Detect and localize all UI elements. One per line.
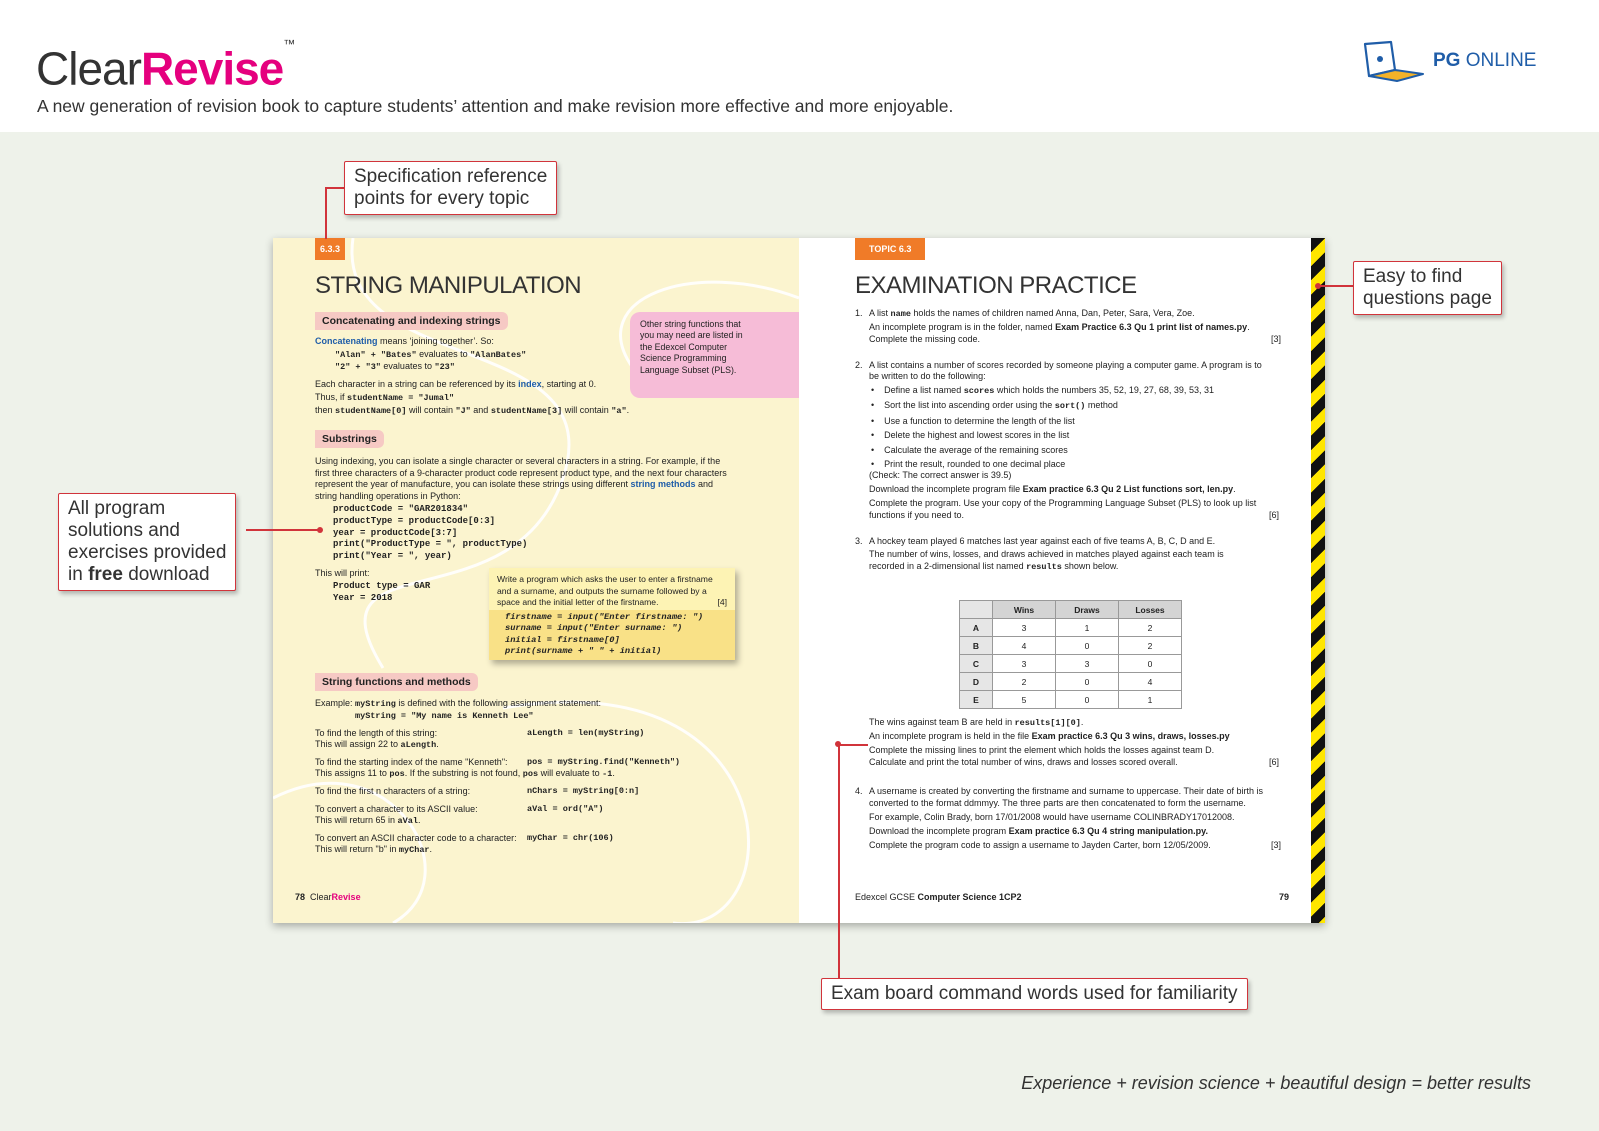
q2-bullet-4: • Delete the highest and lowest scores in the list <box>871 430 1070 441</box>
solutions-connector <box>246 529 322 531</box>
q1-l2-bold: Exam Practice 6.3 Qu 1 print list of names.py <box>1055 322 1248 332</box>
q2-dl-bold: Exam practice 6.3 Qu 2 List functions sort, len.py <box>1022 484 1234 494</box>
index-text <box>315 379 596 391</box>
table-row <box>960 691 1182 709</box>
subheading-string-functions: String functions and methods <box>315 673 478 691</box>
q2-number: 2. <box>855 360 863 370</box>
q2-bullets <box>871 383 1214 471</box>
table-cell: 0 <box>1056 691 1119 709</box>
table-cell: A <box>960 619 993 637</box>
table-cell: 0 <box>1056 637 1119 655</box>
exercise-mark: [4] <box>717 597 727 607</box>
substrings-line-3-text: represent the year of manufacture, you can isolate these strings using different <box>315 479 629 489</box>
table-header-cell: Losses <box>1119 601 1182 619</box>
q3-l3-pre: recorded in a 2-dimensional list named <box>869 561 1027 571</box>
index-pre: Each character in a string can be referenced by its <box>315 379 519 389</box>
q2-b2-post: method <box>1085 400 1118 411</box>
callout-solutions <box>58 493 236 591</box>
subheading-substrings: Substrings <box>315 430 384 448</box>
q2-bullet-2: • Sort the list into ascending order using the sort() method <box>871 400 1118 412</box>
footer-revise: Revise <box>331 892 361 902</box>
q3-mark: [6] <box>1269 757 1280 767</box>
q1-line-1 <box>869 308 1195 321</box>
table-row <box>960 637 1182 655</box>
right-footer <box>855 892 1022 902</box>
pos-tail: will evaluate to <box>538 768 603 778</box>
example-post: is defined with the following assignment statement: <box>395 698 601 708</box>
pos-tail-val: -1 <box>602 769 613 779</box>
footer-clear: Clear <box>310 892 332 902</box>
func-length-note-pre: This will assign 22 to <box>315 739 401 749</box>
pg-online-logo <box>1361 40 1537 84</box>
thus-text <box>315 392 454 405</box>
book-spread <box>273 238 1325 923</box>
example-assign-code: myString = "My name is Kenneth Lee" <box>355 711 534 721</box>
concat-rest: means ‘joining together’. So: <box>377 336 494 346</box>
solutions-connector-dot <box>317 527 323 533</box>
q1-l2-post: . <box>1247 322 1250 332</box>
concat-ex1-b: "AlanBates" <box>470 350 527 360</box>
q3-w-post: . <box>1080 717 1084 727</box>
func-ord-note-post: . <box>417 815 421 825</box>
concat-ex2-mid: evaluates to <box>380 361 435 371</box>
spec-connector-horizontal <box>325 187 345 189</box>
footer-bold: Computer Science 1CP2 <box>917 892 1022 902</box>
q2-dl-pre: Download the incomplete program file <box>869 484 1023 494</box>
string-methods-link: string methods <box>630 479 696 489</box>
concat-ex1-mid: evaluates to <box>416 349 471 359</box>
q2-b2-code: sort() <box>1054 401 1086 412</box>
left-footer <box>295 892 361 902</box>
spec-connector-vertical <box>325 187 327 239</box>
q3-incomplete <box>869 731 1230 743</box>
q4-number: 4. <box>855 786 863 796</box>
table-cell: C <box>960 655 993 673</box>
pos-tail-end: . <box>612 768 615 778</box>
table-cell: 1 <box>1119 691 1182 709</box>
table-row <box>960 655 1182 673</box>
thus-code: studentName = "Jumal" <box>347 393 455 403</box>
table-cell: B <box>960 637 993 655</box>
q3-l3-code: results <box>1026 562 1062 572</box>
command-connector-dot <box>835 741 841 747</box>
logo-clear: Clear <box>36 42 141 95</box>
substrings-line-4: string handling operations in Python: <box>315 490 461 501</box>
q2-bullet-5: • Calculate the average of the remaining scores <box>871 444 1068 455</box>
publisher-name <box>1433 50 1536 72</box>
q4-dl-pre: Download the incomplete program <box>869 826 1009 836</box>
right-page-number: 79 <box>1279 892 1290 902</box>
results-table <box>959 600 1182 709</box>
q2-b1-code: scores <box>963 386 995 396</box>
q1-l1-post: holds the names of children named Anna, Dan, Peter, Sara, Vera, Zoe. <box>910 308 1195 318</box>
then-pre: then <box>315 405 336 415</box>
q1-number: 1. <box>855 308 863 318</box>
tagline: A new generation of revision book to capture students’ attention and make revision more effective and more enjoyable. <box>37 96 954 116</box>
concat-text <box>315 336 494 348</box>
q1-l2-pre: An incomplete program is in the folder, named <box>869 322 1056 332</box>
q2-b1-post: which holds the numbers 35, 52, 19, 27, 68, 39, 53, 31 <box>994 385 1214 395</box>
then-end: . <box>626 405 630 415</box>
table-cell: 4 <box>993 637 1056 655</box>
func-length-note-post: . <box>436 739 439 749</box>
concat-word: Concatenating <box>315 336 378 346</box>
q2-b4-text: Delete the highest and lowest scores in the list <box>884 430 1070 441</box>
q3-l3-post: shown below. <box>1061 561 1119 571</box>
q3-wins-note <box>869 717 1083 730</box>
func-length-note-code: aLength <box>400 740 437 750</box>
left-page-number: 78 <box>295 892 306 902</box>
q4-line-3: For example, Colin Brady, born 17/01/2008 would have username COLINBRADY17012008. <box>869 812 1235 822</box>
substrings-line-1: Using indexing, you can isolate a single character or several characters in a string. For example, if the <box>315 456 721 466</box>
concat-example-2 <box>335 361 455 374</box>
q2-line-2: be written to do the following: <box>869 371 986 381</box>
exam-practice-title: EXAMINATION PRACTICE <box>855 272 1137 299</box>
then-c4: "a" <box>611 406 627 416</box>
q1-l1-pre: A list <box>869 308 891 318</box>
substrings-and: and <box>695 479 714 489</box>
pls-note <box>630 312 799 398</box>
q2-complete-1: Complete the program. Use your copy of the Programming Language Subset (PLS) to look up list <box>869 498 1257 508</box>
table-cell: 4 <box>1119 673 1182 691</box>
func-ord-note-pre: This will return 65 in <box>315 815 398 825</box>
publisher-online: ONLINE <box>1465 50 1537 71</box>
q2-b5-text: Calculate the average of the remaining scores <box>884 444 1068 455</box>
callout-questions-line-2: questions page <box>1363 288 1492 309</box>
then-mid2: and <box>470 405 491 415</box>
pls-note-text: Other string functions that you may need are listed in the Edexcel Computer Science Programming Language Subset (PLS). <box>640 319 743 375</box>
right-page <box>799 238 1325 923</box>
topic-tag: TOPIC 6.3 <box>855 238 925 260</box>
func-find-note-pre: This assigns 11 to <box>315 768 390 778</box>
q3-line-3 <box>869 561 1118 574</box>
concat-ex2-b: "23" <box>434 362 455 372</box>
product-code-block: productCode = "GAR201834" productType = productCode[0:3] year = productCode[3:7] print("ProductType = ", productType) print("Year = ", year) <box>333 504 528 562</box>
substrings-line-2: first three characters of a 9-character product code represent product type, and the next four characters <box>315 467 727 478</box>
logo-tm: ™ <box>283 37 295 51</box>
q2-line-1: A list contains a number of scores recorded by someone playing a computer game. A program is to <box>869 360 1262 370</box>
table-row <box>960 673 1182 691</box>
table-cell: 0 <box>1119 655 1182 673</box>
func-ord-code: aVal = ord("A") <box>527 804 604 814</box>
q2-check: (Check: The correct answer is 39.5) <box>869 470 1012 480</box>
table-row <box>960 619 1182 637</box>
table-header-cell: Wins <box>993 601 1056 619</box>
command-connector-horizontal <box>838 744 868 746</box>
func-find-code: pos = myString.find("Kenneth") <box>527 757 681 767</box>
concat-ex2-a: "2" + "3" <box>335 362 381 372</box>
exercise-answer-code: firstname = input("Enter firstname: ") surname = input("Enter surname: ") initial = firstname[0] print(surname + " " + initial) <box>505 612 704 657</box>
table-cell: 2 <box>1119 619 1182 637</box>
callout-solutions-line-2: solutions and <box>68 520 180 541</box>
concat-ex1-a: "Alan" + "Bates" <box>335 350 417 360</box>
left-page <box>273 238 799 923</box>
q4-line-1: A username is created by converting the firstname and surname to uppercase. Their date of birth is <box>869 786 1264 796</box>
table-cell: D <box>960 673 993 691</box>
spec-tag: 6.3.3 <box>315 238 345 260</box>
q3-w-code: results[1][0] <box>1014 718 1081 728</box>
q1-mark: [3] <box>1271 334 1282 344</box>
table-cell: 5 <box>993 691 1056 709</box>
exercise-question: Write a program which asks the user to enter a firstname and a surname, and outputs the surname followed by a space and the initial letter of the firstname. <box>497 574 713 608</box>
table-header-cell: Draws <box>1056 601 1119 619</box>
func-ord-note <box>315 815 420 828</box>
exercise-box <box>489 568 735 660</box>
func-ord-desc: To convert a character to its ASCII value: <box>315 804 478 814</box>
substrings-line-3 <box>315 479 713 491</box>
publisher-pg: PG <box>1433 50 1461 71</box>
func-chr-note-post: . <box>429 844 433 854</box>
func-find-desc: To find the starting index of the name "Kenneth": <box>315 757 508 767</box>
logo-revise: Revise <box>140 42 284 95</box>
func-chr-note-pre: This will return "b" in <box>315 844 399 854</box>
func-chr-note <box>315 844 432 857</box>
subheading-concatenating: Concatenating and indexing strings <box>315 312 508 330</box>
q1-line-2 <box>869 322 1250 334</box>
func-chr-desc: To convert an ASCII character code to a character: <box>315 833 517 843</box>
callout-solutions-line-4 <box>68 564 226 586</box>
exercise-answer <box>489 610 735 660</box>
func-chr-code: myChar = chr(106) <box>527 833 614 843</box>
q2-bullet-6: • Print the result, rounded to one decimal place <box>871 459 1066 470</box>
callout-solutions-line-1: All program <box>68 498 166 519</box>
q2-b2-pre: Sort the list into ascending order using the <box>884 400 1055 411</box>
callout-solutions-free: free <box>88 564 123 585</box>
then-c1: studentName[0] <box>335 406 407 416</box>
q2-mark: [6] <box>1269 510 1280 520</box>
q4-dl-bold: Exam practice 6.3 Qu 4 string manipulation.py. <box>1008 826 1208 836</box>
q4-mark: [3] <box>1271 840 1282 850</box>
table-header-cell <box>960 601 993 619</box>
page-title: STRING MANIPULATION <box>315 272 582 299</box>
q2-complete-2: functions if you need to. <box>869 510 965 520</box>
func-length-code: aLength = len(myString) <box>527 728 645 738</box>
example-pre: Example: <box>315 698 356 708</box>
table-cell: 2 <box>993 673 1056 691</box>
then-mid1: will contain <box>406 405 456 415</box>
q2-b1-pre: Define a list named <box>884 385 964 395</box>
callout-command-words: Exam board command words used for familiarity <box>821 978 1248 1010</box>
func-ord-note-code: aVal <box>397 816 418 826</box>
will-print-text: This will print: <box>315 568 370 578</box>
callout-questions-line-1: Easy to find <box>1363 266 1463 287</box>
index-post: , starting at 0. <box>541 379 597 389</box>
q2-download <box>869 484 1236 496</box>
q3-complete-1: Complete the missing lines to print the element which holds the losses against team D. <box>869 745 1215 755</box>
func-length-desc: To find the length of this string: <box>315 728 438 738</box>
func-slice-desc: To find the first n characters of a string: <box>315 786 471 796</box>
then-c2: "J" <box>455 406 471 416</box>
questions-connector <box>1318 285 1354 287</box>
header <box>0 0 1599 132</box>
table-cell: 0 <box>1056 673 1119 691</box>
func-find-note <box>315 768 615 781</box>
table-cell: 2 <box>1119 637 1182 655</box>
callout-spec-line-2: points for every topic <box>354 188 530 209</box>
func-length-note <box>315 739 439 752</box>
func-find-note-code: pos <box>389 769 405 779</box>
concat-example-1 <box>335 349 526 362</box>
q3-w-pre: The wins against team B are held in <box>869 717 1015 727</box>
q4-line-2: converted to the format ddmmyy. The three parts are then concatenated to form the username. <box>869 798 1246 808</box>
results-header-row <box>960 601 1182 619</box>
callout-solutions-pre: in <box>68 564 89 585</box>
questions-connector-dot <box>1315 283 1321 289</box>
table-cell: E <box>960 691 993 709</box>
example-assign <box>355 710 534 723</box>
q1-l1-code: name <box>890 309 911 319</box>
hazard-stripe <box>1311 238 1325 923</box>
q2-b3-text: Use a function to determine the length of the list <box>884 415 1075 426</box>
q2-bullet-3: • Use a function to determine the length of the list <box>871 415 1075 426</box>
callout-spec-line-1: Specification reference <box>354 166 548 187</box>
func-chr-note-code: myChar <box>398 845 430 855</box>
slogan: Experience + revision science + beautiful design = better results <box>1021 1073 1531 1093</box>
callout-solutions-post: download <box>122 564 210 585</box>
index-word: index <box>518 379 542 389</box>
pos-tail-code: pos <box>522 769 539 779</box>
table-cell: 3 <box>993 619 1056 637</box>
clearrevise-logo <box>36 36 294 96</box>
q3-number: 3. <box>855 536 863 546</box>
example-text <box>315 698 601 711</box>
table-cell: 1 <box>1056 619 1119 637</box>
print-output-block: Product type = GAR Year = 2018 <box>333 581 431 603</box>
command-connector-vertical <box>838 744 840 980</box>
q3-line-1: A hockey team played 6 matches last year against each of five teams A, B, C, D and E. <box>869 536 1216 546</box>
then-text <box>315 405 629 418</box>
q2-bullet-1: • Define a list named scores which holds the numbers 35, 52, 19, 27, 68, 39, 53, 31 <box>871 385 1214 396</box>
table-cell: 3 <box>993 655 1056 673</box>
q3-line-2: The number of wins, losses, and draws achieved in matches played against each team is <box>869 549 1224 559</box>
q2-dl-post: . <box>1233 484 1236 494</box>
callout-spec-reference <box>344 161 557 215</box>
then-c3: studentName[3] <box>490 406 563 416</box>
laptop-icon <box>1361 40 1427 82</box>
q3-complete-2: Calculate and print the total number of wins, draws and losses scored overall. <box>869 757 1178 767</box>
footer-pre: Edexcel GCSE <box>855 892 918 902</box>
thus-pre: Thus, if <box>315 392 348 402</box>
example-code: myString <box>355 699 396 709</box>
q4-line-5: Complete the program code to assign a username to Jayden Carter, born 12/05/2009. <box>869 840 1211 850</box>
func-slice-code: nChars = myString[0:n] <box>527 786 640 796</box>
q1-line-3: Complete the missing code. <box>869 334 981 344</box>
q2-b6-text: Print the result, rounded to one decimal place <box>884 459 1066 470</box>
q4-download <box>869 826 1208 838</box>
table-cell: 3 <box>1056 655 1119 673</box>
q3-i-bold: Exam practice 6.3 Qu 3 wins, draws, losses.py <box>1031 731 1230 741</box>
callout-solutions-line-3: exercises provided <box>68 542 227 563</box>
q3-i-pre: An incomplete program is held in the file <box>869 731 1032 741</box>
then-mid3: will contain <box>562 405 612 415</box>
callout-questions-page <box>1353 261 1502 315</box>
func-find-note-post: . If the substring is not found, <box>404 768 523 778</box>
